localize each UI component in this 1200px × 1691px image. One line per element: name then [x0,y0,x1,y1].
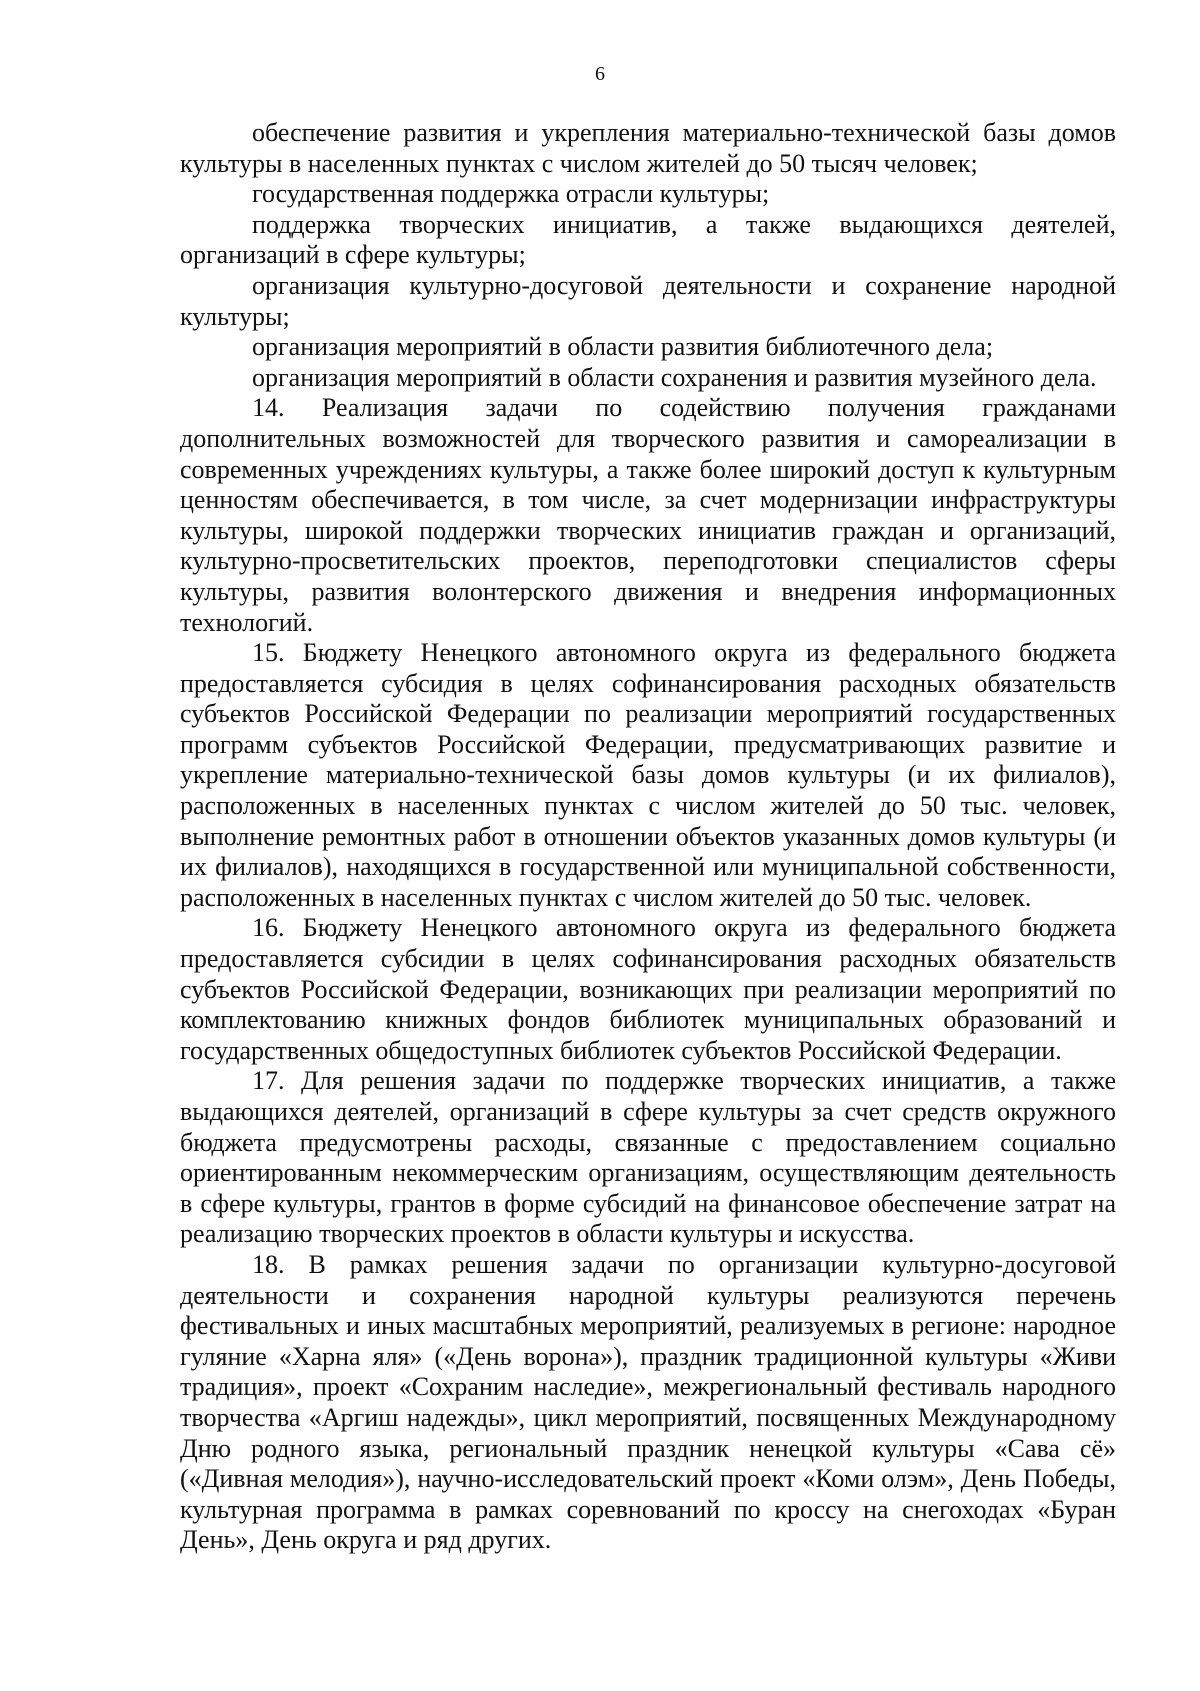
list-item-material-base: обеспечение развития и укрепления материально-технической базы домов культуры в населенных пунктах с числом жителей до 50 тысяч человек; [180,118,1116,178]
paragraph-17: 17. Для решения задачи по поддержке творческих инициатив, а также выдающихся деятелей, организаций в сфере культуры за счет средств окружного бюджета предусмотрены расходы, связанные с предоставлением социально ориентированным некоммерческим организациям, осуществляющим деятельность в сфере культуры, грантов в форме субсидий на финансовое обеспечение затрат на реализацию творческих проектов в области культуры и искусства. [180,1066,1116,1249]
list-item-state-support: государственная поддержка отрасли культуры; [252,179,770,209]
list-item-cultural-leisure: организация культурно-досуговой деятельности и сохранение народной культуры; [180,270,1116,331]
list-item-museum-events: организация мероприятий в области сохранения и развития музейного дела. [252,362,1097,392]
list-item-library-events: организация мероприятий в области развития библиотечного дела; [252,332,994,362]
document-body [180,118,1116,1556]
paragraph-18: 18. В рамках решения задачи по организации культурно-досуговой деятельности и сохранения народной культуры реализуются перечень фестивальных и иных масштабных мероприятий, реализуемых в регионе: народное гуляние «Харна яля» («День ворона»), праздник традиционной культуры «Живи традиция», проект «Сохраним наследие», межрегиональный фестиваль народного творчества «Аргиш надежды», цикл мероприятий, посвященных Международному Дню родного языка, региональный праздник ненецкой культуры «Сава сё» («Дивная мелодия»), научно-исследовательский проект «Коми олэм», День Победы, культурная программа в рамках соревнований по кроссу на снегоходах «Буран День», День округа и ряд других. [180,1249,1116,1555]
list-item-creative-initiatives: поддержка творческих инициатив, а также выдающихся деятелей, организаций в сфере культуры; [180,209,1116,270]
paragraph-15: 15. Бюджету Ненецкого автономного округа из федерального бюджета предоставляется субсидия в целях софинансирования расходных обязательств субъектов Российской Федерации по реализации мероприятий государственных программ субъектов Российской Федерации, предусматривающих развитие и укрепление материально-технической базы домов культуры (и их филиалов), расположенных в населенных пунктах с числом жителей до 50 тыс. человек, выполнение ремонтных работ в отношении объектов указанных домов культуры (и их филиалов), находящихся в государственной или муниципальной собственности, расположенных в населенных пунктах с числом жителей до 50 тыс. человек. [180,638,1116,912]
paragraph-16: 16. Бюджету Ненецкого автономного округа из федерального бюджета предоставляется субсидии в целях софинансирования расходных обязательств субъектов Российской Федерации, возникающих при реализации мероприятий по комплектованию книжных фондов библиотек муниципальных образований и государственных общедоступных библиотек субъектов Российской Федерации. [180,913,1116,1065]
paragraph-14: 14. Реализация задачи по содействию получения гражданами дополнительных возможностей для творческого развития и самореализации в современных учреждениях культуры, а также более широкий доступ к культурным ценностям обеспечивается, в том числе, за счет модернизации инфраструктуры культуры, широкой поддержки творческих инициатив граждан и организаций, культурно-просветительских проектов, переподготовки специалистов сферы культуры, развития волонтерского движения и внедрения информационных технологий. [180,393,1116,637]
page-number: 6 [595,63,605,85]
